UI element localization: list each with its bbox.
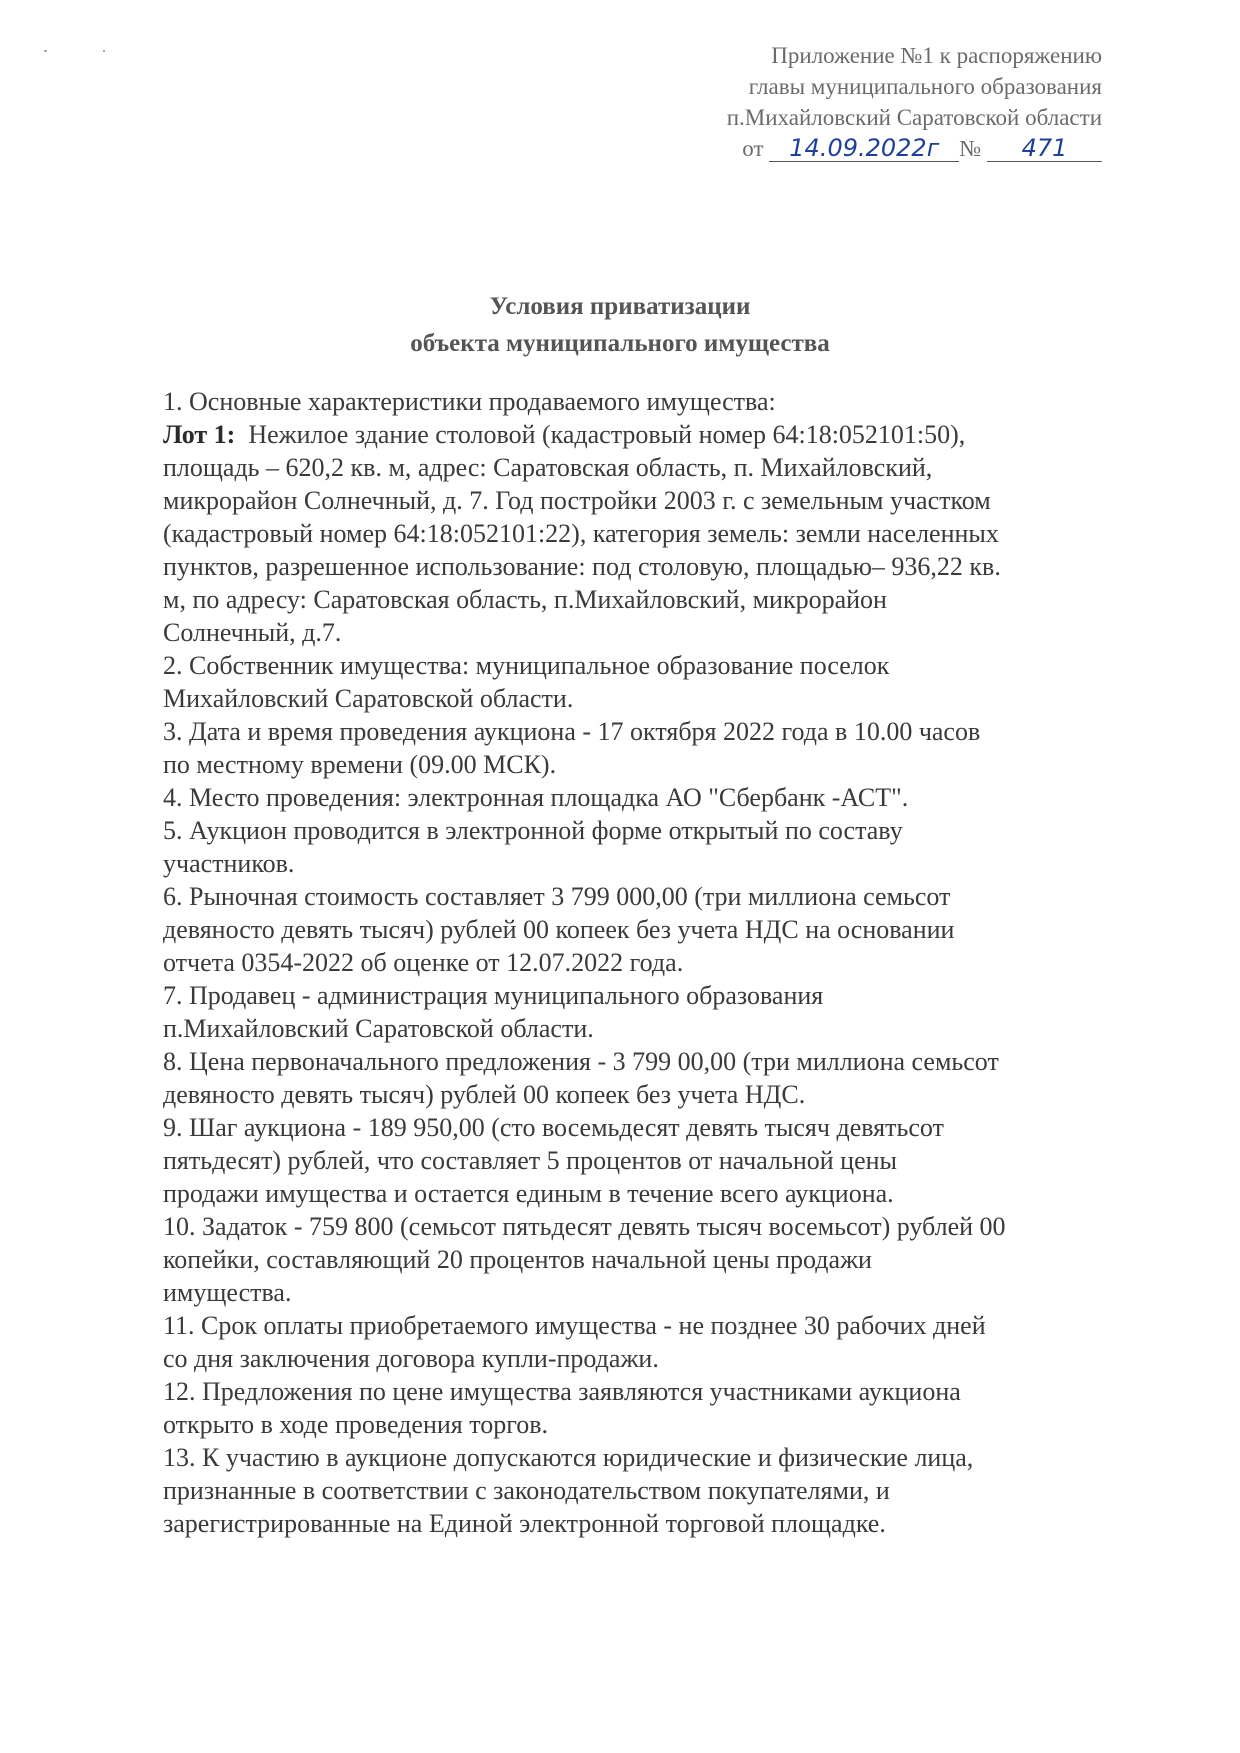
header-line-3: п.Михайловский Саратовской области [726, 105, 1102, 130]
condition-line: площадь – 620,2 кв. м, адрес: Саратовская область, п. Михайловский, [163, 453, 933, 482]
condition-line: 2. Собственник имущества: муниципальное образование поселок [163, 651, 890, 680]
condition-line: пятьдесят) рублей, что составляет 5 процентов от начальной цены [163, 1146, 898, 1175]
appendix-header [727, 40, 1102, 164]
condition-item [163, 814, 1123, 880]
condition-line: девяносто девять тысяч) рублей 00 копеек без учета НДС. [163, 1080, 806, 1109]
condition-line: Солнечный, д.7. [163, 618, 342, 647]
condition-line: продажи имущества и остается единым в течение всего аукциона. [163, 1179, 894, 1208]
condition-item [163, 1441, 1123, 1540]
handwritten-date: 14.09.2022г [769, 135, 959, 162]
document-title [0, 288, 1240, 362]
condition-line: Михайловский Саратовской области. [163, 684, 574, 713]
condition-line: 12. Предложения по цене имущества заявляются участниками аукциона [163, 1377, 961, 1406]
condition-item [163, 385, 1123, 418]
condition-item [163, 1111, 1123, 1210]
condition-item [163, 1210, 1123, 1309]
condition-line: микрорайон Солнечный, д. 7. Год постройки 2003 г. с земельным участком [163, 486, 991, 515]
condition-item [163, 649, 1123, 715]
condition-line: признанные в соответствии с законодательством покупателями, и [163, 1476, 890, 1505]
condition-line: копейки, составляющий 20 процентов начальной цены продажи [163, 1245, 872, 1274]
condition-item [163, 979, 1123, 1045]
condition-line: по местному времени (09.00 МСК). [163, 750, 557, 779]
condition-item [163, 418, 1123, 649]
condition-item [163, 880, 1123, 979]
header-line-2: главы муниципального образования [748, 74, 1102, 99]
title-line-2: объекта муниципального имущества [410, 330, 830, 357]
header-line-1: Приложение №1 к распоряжению [771, 43, 1102, 68]
condition-line: со дня заключения договора купли-продажи. [163, 1344, 659, 1373]
condition-line: 8. Цена первоначального предложения - 3 799 00,00 (три миллиона семьсот [163, 1047, 999, 1076]
number-label: № [959, 136, 982, 161]
condition-line: участников. [163, 849, 295, 878]
condition-line: 7. Продавец - администрация муниципального образования [163, 981, 824, 1010]
condition-line: п.Михайловский Саратовской области. [163, 1014, 594, 1043]
condition-item [163, 715, 1123, 781]
condition-line: 1. Основные характеристики продаваемого имущества: [163, 387, 776, 416]
condition-line: имущества. [163, 1278, 292, 1307]
condition-line: 11. Срок оплаты приобретаемого имущества - не позднее 30 рабочих дней [163, 1311, 986, 1340]
condition-line: зарегистрированные на Единой электронной торговой площадке. [163, 1509, 886, 1538]
handwritten-number: 471 [987, 135, 1102, 162]
from-label: от [742, 136, 764, 161]
scan-speck [103, 50, 105, 52]
condition-line: пунктов, разрешенное использование: под столовую, площадью– 936,22 кв. [163, 552, 1001, 581]
conditions-list [163, 385, 1123, 1540]
condition-line: 10. Задаток - 759 800 (семьсот пятьдесят девять тысяч восемьсот) рублей 00 [163, 1212, 1006, 1241]
condition-line: (кадастровый номер 64:18:052101:22), категория земель: земли населенных [163, 519, 999, 548]
condition-line: 6. Рыночная стоимость составляет 3 799 000,00 (три миллиона семьсот [163, 882, 951, 911]
condition-line: 4. Место проведения: электронная площадка АО "Сбербанк -АСТ". [163, 783, 909, 812]
condition-line: 5. Аукцион проводится в электронной форме открытый по составу [163, 816, 903, 845]
condition-item [163, 1309, 1123, 1375]
condition-line: открыто в ходе проведения торгов. [163, 1410, 549, 1439]
condition-item [163, 1375, 1123, 1441]
title-line-1: Условия приватизации [489, 293, 751, 320]
header-line-4 [727, 133, 1102, 164]
condition-line [163, 418, 1123, 451]
condition-line: 13. К участию в аукционе допускаются юридические и физические лица, [163, 1443, 974, 1472]
condition-item [163, 781, 1123, 814]
condition-line: м, по адресу: Саратовская область, п.Михайловский, микрорайон [163, 585, 887, 614]
condition-line: 3. Дата и время проведения аукциона - 17 октября 2022 года в 10.00 часов [163, 717, 981, 746]
lot-label: Лот 1: [163, 420, 236, 449]
condition-line: девяносто девять тысяч) рублей 00 копеек без учета НДС на основании [163, 915, 955, 944]
condition-line-text: Нежилое здание столовой (кадастровый номер 64:18:052101:50), [235, 420, 966, 449]
condition-line: отчета 0354-2022 об оценке от 12.07.2022 года. [163, 948, 684, 977]
condition-item [163, 1045, 1123, 1111]
scan-speck [44, 50, 47, 52]
condition-line: 9. Шаг аукциона - 189 950,00 (сто восемьдесят девять тысяч девятьсот [163, 1113, 944, 1142]
